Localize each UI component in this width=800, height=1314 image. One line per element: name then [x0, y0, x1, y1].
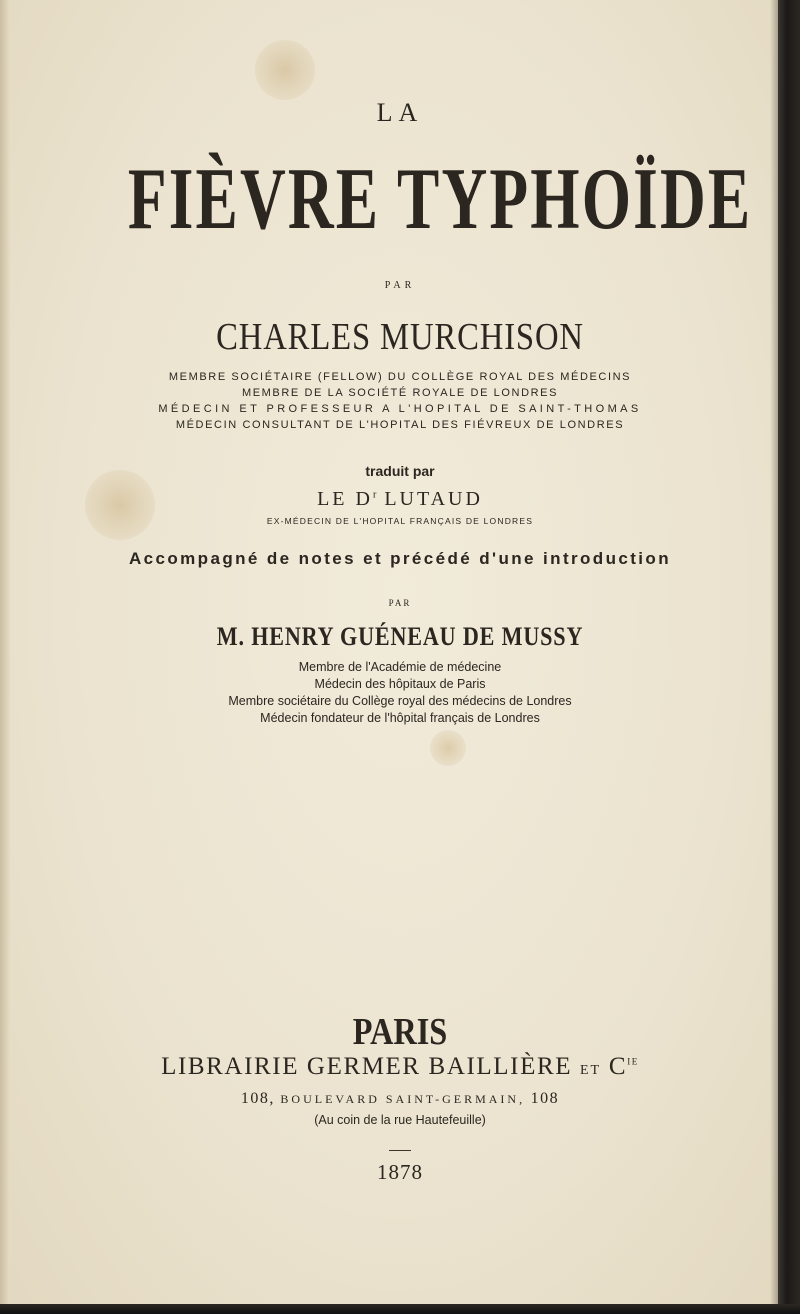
- publisher-label: LIBRAIRIE GERMER BAILLIÈRE: [161, 1053, 573, 1080]
- address-note: (Au coin de la rue Hautefeuille): [314, 1113, 486, 1127]
- publication-year: 1878: [377, 1160, 423, 1184]
- foxing-stain: [430, 730, 466, 766]
- publisher-company-sup: IE: [627, 1056, 639, 1067]
- translator-title-sup: r: [372, 489, 377, 501]
- publisher-address: [22, 1090, 778, 1108]
- translator-surname: LUTAUD: [376, 488, 483, 510]
- street-number: 108,: [240, 1090, 275, 1107]
- introduction-author: M. HENRY GUÉNEAU DE MUSSY: [216, 622, 584, 651]
- introduction-author-affiliation: Membre de l'Académie de médecine: [298, 660, 502, 674]
- by-label: PAR: [388, 598, 412, 608]
- author-credential: MÉDECIN ET PROFESSEUR A L'HOPITAL DE SAINT-THOMAS: [158, 403, 642, 415]
- title-article: LA: [376, 98, 424, 127]
- author-credential: MEMBRE SOCIÉTAIRE (FELLOW) DU COLLÈGE ROYAL DES MÉDECINS: [168, 371, 632, 383]
- translator-title: LE D: [317, 488, 373, 510]
- author-name: CHARLES MURCHISON: [216, 316, 584, 358]
- book-title: FIÈVRE TYPHOÏDE: [127, 151, 753, 248]
- translator-name: [22, 488, 778, 511]
- publisher-name: [22, 1053, 778, 1081]
- street-number: 108: [530, 1090, 560, 1107]
- translated-by-label: traduit par: [365, 463, 435, 479]
- foxing-stain: [255, 40, 315, 100]
- author-credential: MÉDECIN CONSULTANT DE L'HOPITAL DES FIÉVREUX DE LONDRES: [175, 419, 625, 431]
- street-name: BOULEVARD SAINT-GERMAIN,: [280, 1092, 526, 1106]
- page-left-edge: [0, 0, 10, 1314]
- page-bottom-edge: [0, 1304, 800, 1314]
- publisher-conjunction: ET: [579, 1063, 602, 1078]
- by-label: PAR: [384, 280, 416, 291]
- author-credential: MEMBRE DE LA SOCIÉTÉ ROYALE DE LONDRES: [241, 387, 559, 399]
- publisher-company: C: [608, 1053, 628, 1080]
- divider-rule: [389, 1150, 411, 1151]
- introduction-author-affiliation: Membre sociétaire du Collège royal des médecins de Londres: [228, 694, 572, 708]
- introduction-note: Accompagné de notes et précédé d'une introduction: [129, 549, 671, 568]
- publication-city: PARIS: [352, 1011, 448, 1053]
- book-binding-edge: [778, 0, 800, 1314]
- introduction-author-affiliation: Médecin fondateur de l'hôpital français de Londres: [260, 711, 540, 725]
- translator-credential: EX-MÉDECIN DE L'HOPITAL FRANÇAIS DE LONDRES: [266, 516, 534, 526]
- introduction-author-affiliation: Médecin des hôpitaux de Paris: [314, 677, 486, 691]
